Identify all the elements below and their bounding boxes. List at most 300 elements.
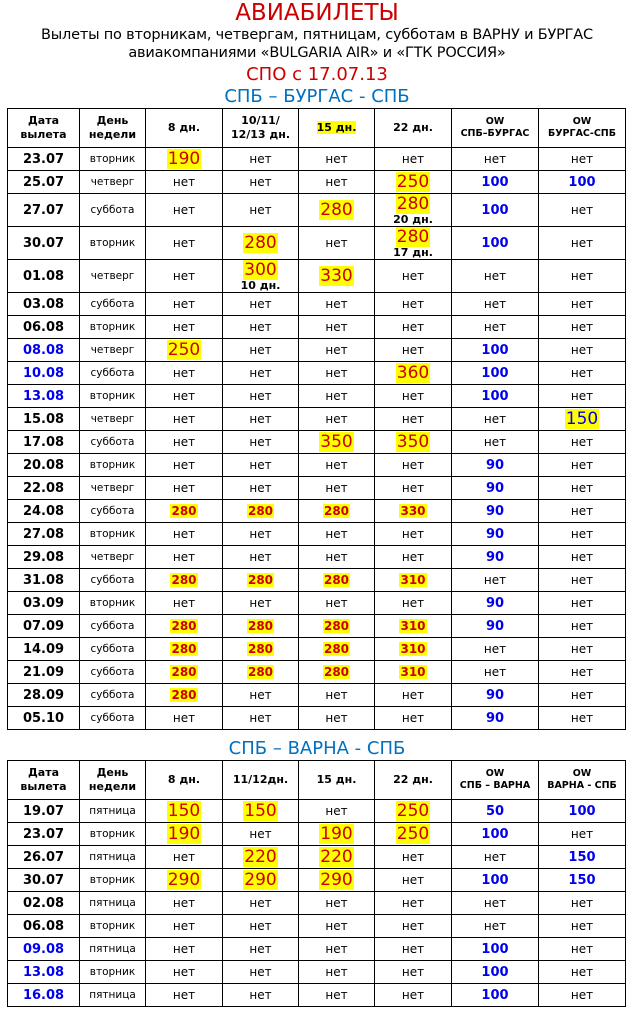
price-value: 280 [323,665,350,679]
departure-date: 08.08 [8,339,80,362]
weekday: вторник [80,227,146,260]
price-cell [452,260,539,293]
price-value: 100 [481,826,509,842]
not-available: нет [483,896,507,910]
price-cell [146,569,223,592]
price-cell [299,961,375,984]
price-cell [375,892,452,915]
departure-date: 15.08 [8,408,80,431]
price-cell [452,638,539,661]
price-value: 280 [323,619,350,633]
departure-date: 21.09 [8,661,80,684]
weekday: вторник [80,915,146,938]
not-available: нет [570,504,594,518]
price-cell [539,869,626,892]
price-cell [452,615,539,638]
not-available: нет [401,688,425,702]
table-row [8,569,626,592]
price-cell [146,846,223,869]
column-header [8,761,80,800]
price-cell [299,938,375,961]
not-available: нет [172,850,196,864]
not-available: нет [172,458,196,472]
price-cell [299,892,375,915]
column-header [452,109,539,148]
price-cell [452,194,539,227]
price-cell [299,477,375,500]
departure-date: 20.08 [8,454,80,477]
price-cell [146,227,223,260]
price-cell [299,615,375,638]
not-available: нет [570,919,594,933]
price-cell [539,846,626,869]
price-value: 220 [320,846,353,867]
price-value: 100 [481,964,509,980]
departure-date: 16.08 [8,984,80,1007]
price-cell [223,846,299,869]
not-available: нет [249,550,272,564]
price-cell [223,408,299,431]
price-cell [452,661,539,684]
price-cell [452,592,539,615]
price-cell [223,707,299,730]
price-cell [223,339,299,362]
price-cell [299,569,375,592]
price-cell [375,362,452,385]
price-cell [146,984,223,1007]
weekday: вторник [80,148,146,171]
header-line: 12/13 дн. [230,128,291,141]
table-row [8,938,626,961]
price-value: 360 [396,362,430,383]
price-cell [146,316,223,339]
price-value: 90 [485,503,505,519]
price-cell [299,362,375,385]
route-title: СПБ – БУРГАС - СПБ [224,86,410,107]
price-cell [146,800,223,823]
price-cell [146,385,223,408]
price-cell [223,171,299,194]
not-available: нет [401,389,425,403]
price-cell [223,592,299,615]
table-row [8,546,626,569]
not-available: нет [401,481,425,495]
price-cell [539,938,626,961]
price-cell [146,915,223,938]
price-cell [223,260,299,293]
not-available: нет [401,550,425,564]
not-available: нет [172,175,196,189]
price-value: 100 [481,342,509,358]
column-header [146,761,223,800]
price-value: 90 [485,618,505,634]
not-available: нет [172,412,196,426]
price-cell [375,260,452,293]
price-value: 100 [481,987,509,1003]
not-available: нет [401,596,425,610]
not-available: нет [325,896,348,910]
not-available: нет [325,965,348,979]
weekday: четверг [80,260,146,293]
not-available: нет [483,412,507,426]
price-cell [375,148,452,171]
price-cell [375,592,452,615]
table-row [8,638,626,661]
price-cell [299,385,375,408]
departure-date: 30.07 [8,227,80,260]
column-header [539,761,626,800]
table-row [8,915,626,938]
price-cell [375,638,452,661]
price-cell [539,454,626,477]
price-cell [452,316,539,339]
header-line: СПБ–БУРГАС [460,128,530,139]
price-cell [539,362,626,385]
not-available: нет [570,573,594,587]
price-cell [452,846,539,869]
not-available: нет [483,269,507,283]
header-line: 22 дн. [393,773,433,786]
column-header [8,109,80,148]
not-available: нет [570,596,594,610]
price-value: 280 [247,504,274,518]
header-line: БУРГАС-СПБ [547,128,616,139]
not-available: нет [570,236,594,250]
not-available: нет [483,152,507,166]
table-row [8,592,626,615]
price-cell [146,148,223,171]
price-value: 280 [396,227,430,247]
price-cell [452,546,539,569]
column-header [223,761,299,800]
price-cell [539,194,626,227]
price-cell [299,546,375,569]
weekday: суббота [80,362,146,385]
price-cell [539,661,626,684]
not-available: нет [172,297,196,311]
weekday: вторник [80,592,146,615]
price-cell [539,892,626,915]
price-value: 280 [247,642,274,656]
not-available: нет [172,320,196,334]
departure-date: 30.07 [8,869,80,892]
price-cell [539,638,626,661]
column-header [223,109,299,148]
price-value: 100 [481,365,509,381]
price-cell [452,707,539,730]
price-cell [223,661,299,684]
price-cell [146,823,223,846]
varna-price-table [7,760,626,1007]
table-row [8,194,626,227]
not-available: нет [325,175,348,189]
price-cell [452,823,539,846]
price-cell [223,477,299,500]
price-cell [452,800,539,823]
price-cell [146,477,223,500]
price-cell [223,823,299,846]
header-line: День [96,114,129,127]
not-available: нет [172,896,196,910]
price-cell [452,961,539,984]
weekday: суббота [80,684,146,707]
price-cell [452,408,539,431]
price-cell [223,500,299,523]
not-available: нет [570,152,594,166]
not-available: нет [325,804,348,818]
price-value: 280 [171,504,197,518]
not-available: нет [401,711,425,725]
price-cell [375,569,452,592]
price-cell [452,869,539,892]
header-row [8,761,626,800]
price-cell [452,984,539,1007]
not-available: нет [401,988,425,1002]
not-available: нет [325,320,348,334]
price-value: 250 [396,823,430,844]
price-cell [146,293,223,316]
price-value: 280 [247,665,274,679]
not-available: нет [325,412,348,426]
price-cell [375,171,452,194]
price-cell [299,171,375,194]
price-cell [539,148,626,171]
price-value: 90 [485,687,505,703]
price-cell [146,362,223,385]
price-cell [146,171,223,194]
departure-date: 03.09 [8,592,80,615]
header-line: 8 дн. [167,121,201,134]
price-value: 280 [323,573,350,587]
column-header [375,109,452,148]
departure-date: 06.08 [8,915,80,938]
not-available: нет [249,203,272,217]
not-available: нет [483,435,507,449]
column-header [299,761,375,800]
weekday: вторник [80,385,146,408]
price-cell [146,592,223,615]
not-available: нет [570,458,594,472]
not-available: нет [249,320,272,334]
price-cell [299,984,375,1007]
price-cell [539,961,626,984]
price-value: 280 [244,232,277,253]
not-available: нет [401,269,425,283]
price-cell [452,915,539,938]
not-available: нет [249,481,272,495]
departure-date: 02.08 [8,892,80,915]
price-cell [539,984,626,1007]
not-available: нет [401,297,425,311]
weekday: пятница [80,984,146,1007]
weekday: суббота [80,431,146,454]
not-available: нет [249,942,272,956]
not-available: нет [570,550,594,564]
not-available: нет [401,343,425,357]
not-available: нет [325,343,348,357]
price-value: 280 [171,573,197,587]
price-cell [375,454,452,477]
table-row [8,431,626,454]
not-available: нет [325,688,348,702]
price-value: 150 [167,800,201,821]
price-cell [452,938,539,961]
not-available: нет [249,297,272,311]
not-available: нет [570,297,594,311]
not-available: нет [325,389,348,403]
not-available: нет [249,965,272,979]
price-cell [452,500,539,523]
price-cell [375,823,452,846]
departure-date: 13.08 [8,961,80,984]
price-cell [223,362,299,385]
not-available: нет [483,850,507,864]
price-cell [299,869,375,892]
header-line: 8 дн. [167,773,201,786]
header-line: 15 дн. [316,121,357,134]
price-value: 300 [244,260,277,280]
table-row [8,846,626,869]
price-cell [299,408,375,431]
not-available: нет [401,527,425,541]
price-value: 50 [485,803,505,819]
price-cell [223,684,299,707]
price-value: 150 [244,800,277,821]
not-available: нет [401,965,425,979]
weekday: суббота [80,661,146,684]
not-available: нет [249,896,272,910]
not-available: нет [483,297,507,311]
departure-date: 25.07 [8,171,80,194]
price-cell [452,569,539,592]
price-cell [223,615,299,638]
column-header [80,761,146,800]
not-available: нет [570,481,594,495]
price-value: 220 [244,846,277,867]
header-line: ВАРНА - СПБ [547,780,617,791]
not-available: нет [325,481,348,495]
price-cell [375,293,452,316]
price-cell [146,707,223,730]
table-row [8,454,626,477]
weekday: пятница [80,800,146,823]
price-value: 280 [247,573,274,587]
price-cell [539,523,626,546]
header-line: OW [572,768,592,779]
not-available: нет [483,320,507,334]
price-value: 250 [167,339,201,360]
price-cell [539,431,626,454]
price-cell [146,638,223,661]
weekday: вторник [80,869,146,892]
price-value: 190 [167,823,201,844]
not-available: нет [570,965,594,979]
departure-date: 29.08 [8,546,80,569]
price-value: 330 [400,504,426,518]
price-value: 280 [171,688,197,702]
price-cell [146,431,223,454]
table-row [8,684,626,707]
price-value: 330 [320,265,353,286]
price-value: 190 [167,148,201,169]
price-value: 310 [400,642,426,656]
not-available: нет [483,665,507,679]
price-value: 100 [568,174,596,190]
weekday: четверг [80,477,146,500]
not-available: нет [483,573,507,587]
not-available: нет [401,412,425,426]
price-value: 290 [320,869,353,890]
price-value: 90 [485,595,505,611]
not-available: нет [249,458,272,472]
price-cell [375,661,452,684]
table-row [8,148,626,171]
table-row [8,316,626,339]
departure-date: 24.08 [8,500,80,523]
not-available: нет [172,236,196,250]
not-available: нет [249,412,272,426]
not-available: нет [570,942,594,956]
price-cell [223,227,299,260]
price-cell [539,915,626,938]
price-value: 100 [481,202,509,218]
table-row [8,661,626,684]
price-value: 90 [485,457,505,473]
price-value: 100 [481,872,509,888]
price-cell [539,800,626,823]
not-available: нет [570,619,594,633]
price-cell [452,385,539,408]
spo-date: СПО с 17.07.13 [246,64,388,85]
departure-date: 01.08 [8,260,80,293]
departure-date: 23.07 [8,148,80,171]
price-cell [539,823,626,846]
departure-date: 14.09 [8,638,80,661]
price-value: 350 [320,431,353,452]
header-line: СПБ – ВАРНА [459,780,531,791]
price-cell [539,293,626,316]
price-cell [146,938,223,961]
price-cell [375,316,452,339]
price-value: 100 [481,941,509,957]
price-cell [223,869,299,892]
header-line: недели [88,780,137,793]
table-row [8,339,626,362]
price-cell [299,431,375,454]
price-cell [375,707,452,730]
header-line: OW [485,768,505,779]
not-available: нет [172,965,196,979]
not-available: нет [401,850,425,864]
not-available: нет [325,596,348,610]
price-value: 280 [396,194,430,214]
table-row [8,823,626,846]
price-cell [299,800,375,823]
price-cell [452,523,539,546]
not-available: нет [325,550,348,564]
departure-date: 23.07 [8,823,80,846]
price-cell [299,638,375,661]
column-header [452,761,539,800]
price-value: 280 [323,504,350,518]
price-value: 290 [167,869,201,890]
price-value: 150 [568,872,596,888]
price-value: 250 [396,171,430,192]
price-value: 90 [485,526,505,542]
price-cell [539,385,626,408]
not-available: нет [172,527,196,541]
weekday: вторник [80,523,146,546]
